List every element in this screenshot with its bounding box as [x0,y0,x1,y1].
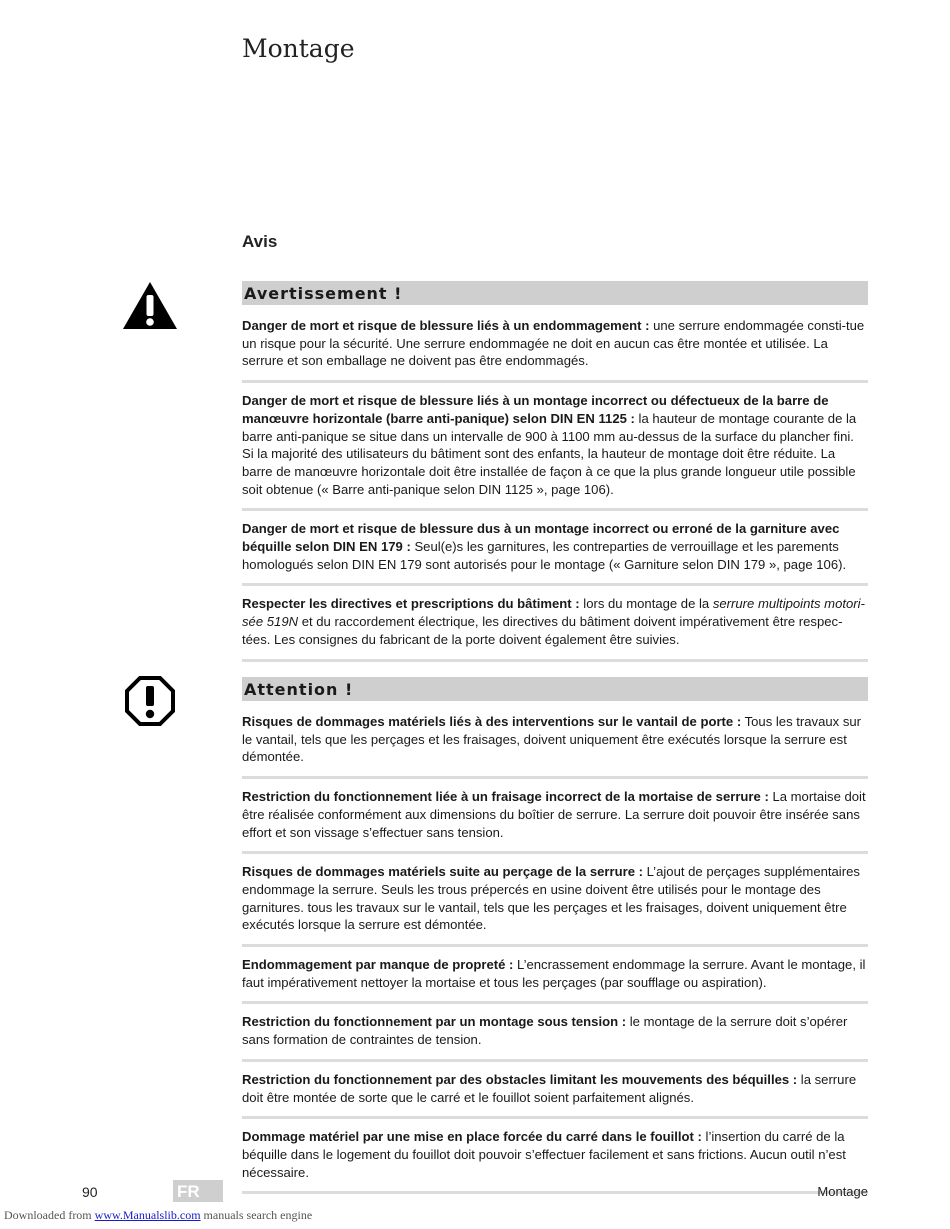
attention-item-lead: Restriction du fonctionnement liée à un fraisage incorrect de la mortaise de serrure : [242,789,769,805]
attention-item-text: L’ajout de perçages supplémentaires endommage la serrure. Seuls les trous prépercés en usine doivent être utilisés pour le montage des garnitures. tous les travaux sur le vantail, tels que les perçages et les fraisages, doivent uniquement être exécutés lorsque la serrure est démontée. [242,864,860,933]
attention-octagon-icon [124,675,176,732]
warning-item-text: la hauteur de montage courante de la barre anti-panique se situe dans un intervalle de 900 à 1100 mm au-dessus de la surface du plancher fini. Si la majorité des utilisateurs du bâtiment sont des enfants, la hauteur de montage doit être réduite. La barre de manœuvre horizontale doit être installée de façon à ce que la plus grande longueur utile possible soit obtenue (« Barre anti-panique selon DIN 1125 », page 106). [242,410,857,497]
attention-item-text: la serrure doit être montée de sorte que le carré et le fouillot soient parfaitement alignés. [242,1071,857,1105]
attention-item-text: La mortaise doit être réalisée conformément aux dimensions du boîtier de serrure. La serrure doit pouvoir être insérée sans effort et son vissage s’effectuer sans tension. [242,789,866,840]
attention-item-lead: Restriction du fonctionnement par des obstacles limitant les mouvements des béquilles : [242,1071,798,1087]
download-suffix: manuals search engine [200,1208,313,1222]
warning-item-lead: Danger de mort et risque de blessure dus à un montage incorrect ou erroné de la garniture avec béquille selon DIN EN 179 : [242,521,840,555]
warning-item-lead: Danger de mort et risque de blessure liés à un montage incorrect ou défectueux de la barre de manœuvre horizontale (barre anti-panique) selon DIN EN 1125 : [242,393,829,426]
attention-item-text: Tous les travaux sur le vantail, tels que les perçages et les fraisages, doivent uniquement être exécutés lorsque la serrure est démontée. [242,714,862,765]
attention-item-text: le montage de la serrure doit s’opérer sans formation de contraintes de tension. [242,1014,848,1048]
attention-item-text: L’encrassement endommage la serrure. Avant le montage, il faut impérativement nettoyer la mortaise et tous les perçages (par soufflage ou aspiration). [242,957,866,990]
attention-item [242,1004,868,1061]
warning-item-lead: Danger de mort et risque de blessure liés à un endommagement : [242,318,650,333]
warning-title: Avertissement ! [242,281,868,305]
attention-title: Attention ! [242,677,868,701]
attention-item [242,947,868,1004]
warning-item-text: lors du montage de la [579,596,713,612]
attention-item-lead: Dommage matériel par une mise en place forcée du carré dans le fouillot : [242,1129,702,1145]
page-title: Montage [242,34,355,63]
attention-item-text: l’insertion du carré de la béquille dans le logement du fouillot doit pouvoir s’effectuer facilement et sans frictions. Aucun outil n’est nécessaire. [242,1129,846,1180]
warning-item [242,383,868,511]
attention-item-lead: Risques de dommages matériels suite au perçage de la serrure : [242,864,643,880]
attention-block [242,677,868,1194]
manualslib-link[interactable]: www.Manualslib.com [94,1208,201,1222]
attention-item-lead: Restriction du fonctionnement par un montage sous tension : [242,1014,627,1030]
warning-item [242,586,868,661]
attention-item [242,701,868,779]
download-prefix: Downloaded from [4,1208,95,1222]
attention-item [242,854,868,947]
attention-item-lead: Risques de dommages matériels liés à des interventions sur le vantail de porte : [242,714,742,729]
section-heading: Avis [242,232,278,251]
download-notice [4,1208,312,1223]
warning-item [242,511,868,586]
attention-item [242,779,868,854]
page-number: 90 [82,1184,98,1200]
attention-item [242,1062,868,1119]
warning-item-lead: Respecter les directives et prescriptions du bâtiment : [242,596,580,612]
product-name: serrure multipoints motori-sée 519N [242,596,865,630]
warning-block [242,281,868,662]
warning-triangle-icon [121,280,179,337]
attention-item [242,1119,868,1194]
language-badge: FR [173,1180,223,1202]
warning-item-text: Seul(e)s les garnitures, les contreparties de verrouillage et les parements homologués selon DIN EN 179 sont autorisés pour le montage (« Garniture selon DIN 179 », page 106). [242,539,847,572]
warning-item [242,305,868,383]
warning-item-text: et du raccordement électrique, les directives du bâtiment doivent impérativement être respec-tées. Les consignes du fabricant de la porte doivent également être suivies. [242,614,843,647]
warning-item-text: une serrure endommagée consti-tue un risque pour la sécurité. Une serrure endommagée ne doit en aucun cas être montée et utilisée. La serrure et son emballage ne doivent pas être endommagés. [242,318,865,369]
footer-section-name: Montage [817,1184,868,1199]
attention-item-lead: Endommagement par manque de propreté : [242,957,514,973]
